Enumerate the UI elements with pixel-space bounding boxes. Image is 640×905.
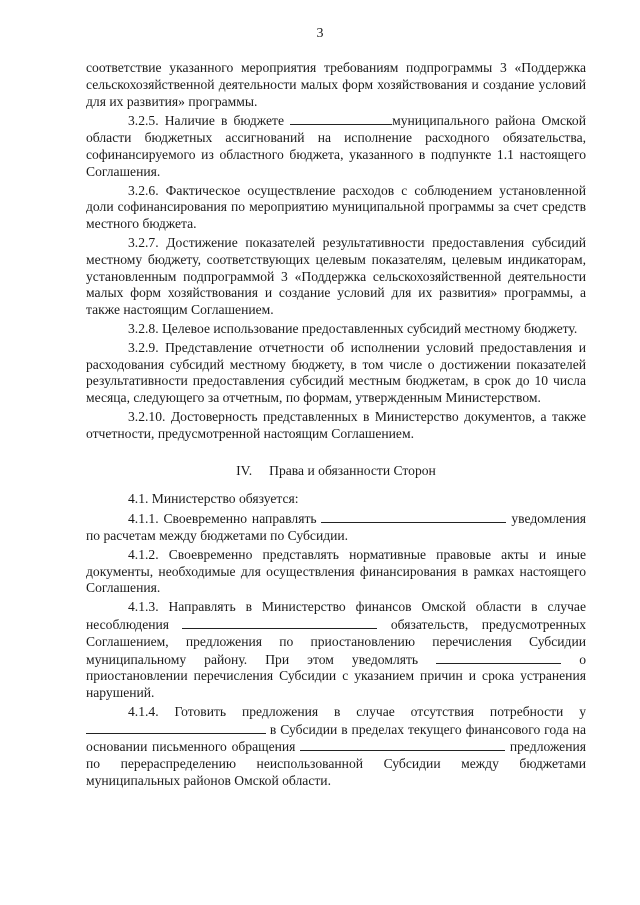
- section-heading: [86, 463, 586, 480]
- paragraph-text: 3.2.5. Наличие в бюджете: [128, 113, 285, 129]
- paragraph-text: уведомления по расчетам между бюджетами по Субсидии.: [86, 511, 587, 543]
- paragraph-text: о приостановлении перечисления Субсидии с указанием причин и срока устранения нарушений.: [86, 651, 587, 701]
- paragraph-text: обязательств, предусмотренных Соглашением, предложения по приостановлению перечисления Субсидии муниципальному району. При этом уведомлять: [86, 616, 587, 667]
- paragraph-text: муниципального района Омской области бюджетных ассигнований на исполнение расходного обязательства, софинансируемого из областного бюджета, указанного в подпункте 1.1 настоящего Соглашения.: [86, 113, 586, 179]
- fill-in-blank[interactable]: [436, 651, 561, 664]
- section-number: IV.: [236, 462, 253, 478]
- section-title: Права и обязанности Сторон: [269, 462, 436, 478]
- paragraph-3-2-9: 3.2.9. Представление отчетности об исполнении условий предоставления и расходования субсидий местному бюджету, в том числе о достижении показателей результативности предоставления субсидий местным бюджетам, в срок до 10 числа месяца, следующего за отчетным, по формам, утвержденным Министерством.: [86, 339, 586, 406]
- paragraph-3-2-6: 3.2.6. Фактическое осуществление расходов с соблюдением установленной доли софинансирования по мероприятию муниципальной программы за счет средств местного бюджета.: [86, 182, 586, 232]
- fill-in-blank[interactable]: [182, 616, 377, 629]
- paragraph-4-1-4: [86, 704, 586, 790]
- page-number: 3: [316, 26, 324, 41]
- fill-in-blank[interactable]: [86, 721, 266, 734]
- paragraph-4-1-2: 4.1.2. Своевременно представлять нормативные правовые акты и иные документы, необходимые для осуществления финансирования в рамках настоящего Соглашения.: [86, 546, 586, 596]
- paragraph-3-2-5: [86, 112, 586, 180]
- paragraph-text: 4.1.3. Направлять в Министерство финансов Омской области в случае несоблюдения: [86, 599, 586, 632]
- fill-in-blank[interactable]: [321, 510, 506, 523]
- paragraph-4-1-3: [86, 599, 586, 702]
- paragraph-text: 4.1.1. Своевременно направлять: [128, 511, 317, 527]
- fill-in-blank[interactable]: [300, 738, 505, 751]
- paragraph-text: 4.1.4. Готовить предложения в случае отсутствия потребности у: [128, 703, 586, 719]
- document-body: [86, 60, 586, 790]
- paragraph-text: предложения по перераспределению неиспользованной Субсидии между бюджетами муниципальных районов Омской области.: [86, 739, 586, 789]
- paragraph-3-2-10: 3.2.10. Достоверность представленных в Министерство документов, а также отчетности, предусмотренной настоящим Соглашением.: [86, 408, 586, 441]
- paragraph-4-1-1: [86, 510, 586, 545]
- paragraph-4-1: 4.1. Министерство обязуется:: [128, 491, 299, 507]
- paragraph-3-2-8: 3.2.8. Целевое использование предоставленных субсидий местному бюджету.: [128, 320, 578, 336]
- paragraph-text: в Субсидии в пределах текущего финансового года на основании письменного обращения: [86, 721, 586, 755]
- fill-in-blank[interactable]: [290, 112, 392, 125]
- paragraph: соответствие указанного мероприятия требованиям подпрограммы 3 «Поддержка сельскохозяйственной деятельности малых форм хозяйствования и создание условий для их развития» программы.: [86, 60, 586, 109]
- paragraph-3-2-7: 3.2.7. Достижение показателей результативности предоставления субсидий местному бюджету, соответствующих целевым показателям, целевым индикаторам, установленным подпрограммой 3 «Поддержка сельскохозяйственной деятельности малых форм хозяйствования и создание условий для их развития» программы, а также настоящим Соглашением.: [86, 234, 586, 318]
